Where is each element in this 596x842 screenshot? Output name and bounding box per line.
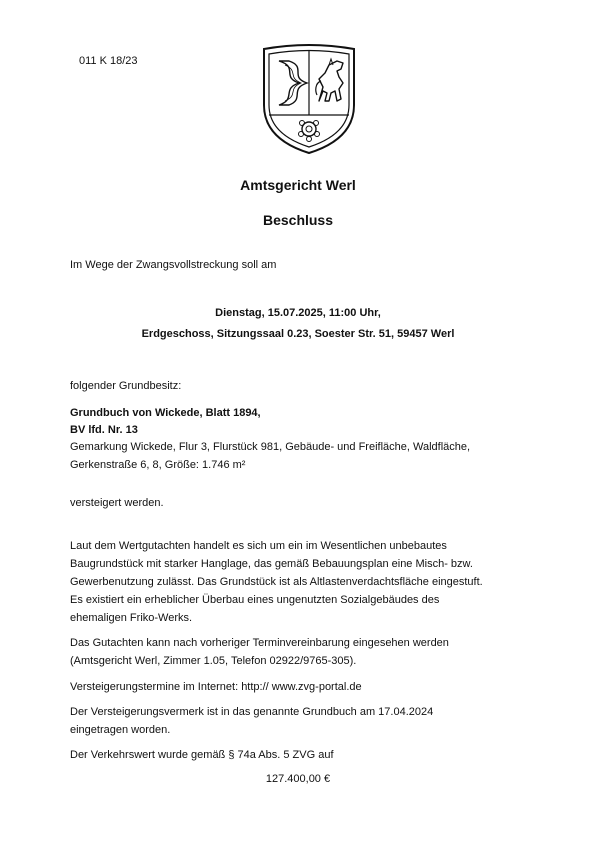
appointment-date: Dienstag, 15.07.2025, 11:00 Uhr, xyxy=(215,307,381,319)
register-entry-line: eingetragen worden. xyxy=(70,724,171,736)
case-reference: 011 K 18/23 xyxy=(79,55,138,67)
court-name: Amtsgericht Werl xyxy=(240,177,356,193)
property-lead: folgender Grundbesitz: xyxy=(70,380,182,392)
nrw-coat-of-arms-icon xyxy=(259,43,359,155)
register-entry-line: Der Versteigerungsvermerk ist in das genannte Grundbuch am 17.04.2024 xyxy=(70,706,434,718)
internet-notice: Versteigerungstermine im Internet: http:// www.zvg-portal.de xyxy=(70,681,362,693)
valuation-line: Gewerbenutzung zulässt. Das Grundstück ist als Altlastenverdachtsfläche eingestuft. xyxy=(70,576,483,588)
appointment-location: Erdgeschoss, Sitzungssaal 0.23, Soester Str. 51, 59457 Werl xyxy=(141,328,455,340)
document-title: Beschluss xyxy=(262,212,334,228)
intro-text: Im Wege der Zwangsvollstreckung soll am xyxy=(70,259,277,271)
valuation-line: ehemaligen Friko-Werks. xyxy=(70,612,193,624)
parcel-description: Gemarkung Wickede, Flur 3, Flurstück 981, Gebäude- und Freifläche, Waldfläche, xyxy=(70,441,471,453)
land-register: Grundbuch von Wickede, Blatt 1894, xyxy=(70,407,261,419)
report-line: (Amtsgericht Werl, Zimmer 1.05, Telefon 02922/9765-305). xyxy=(70,655,357,667)
valuation-line: Baugrundstück mit starker Hanglage, das gemäß Bebauungsplan eine Misch- bzw. xyxy=(70,558,473,570)
property-address: Gerkenstraße 6, 8, Größe: 1.746 m² xyxy=(70,459,246,471)
valuation-line: Es existiert ein erheblicher Überbau eines ungenutzten Sozialgebäudes des xyxy=(70,594,440,606)
bv-number: BV lfd. Nr. 13 xyxy=(70,424,138,436)
market-value-intro: Der Verkehrswert wurde gemäß § 74a Abs. 5 ZVG auf xyxy=(70,749,334,761)
auction-text: versteigert werden. xyxy=(70,497,164,509)
valuation-line: Laut dem Wertgutachten handelt es sich um ein im Wesentlichen unbebautes xyxy=(70,540,447,552)
report-line: Das Gutachten kann nach vorheriger Terminvereinbarung eingesehen werden xyxy=(70,637,449,649)
market-value-amount: 127.400,00 € xyxy=(265,773,331,785)
